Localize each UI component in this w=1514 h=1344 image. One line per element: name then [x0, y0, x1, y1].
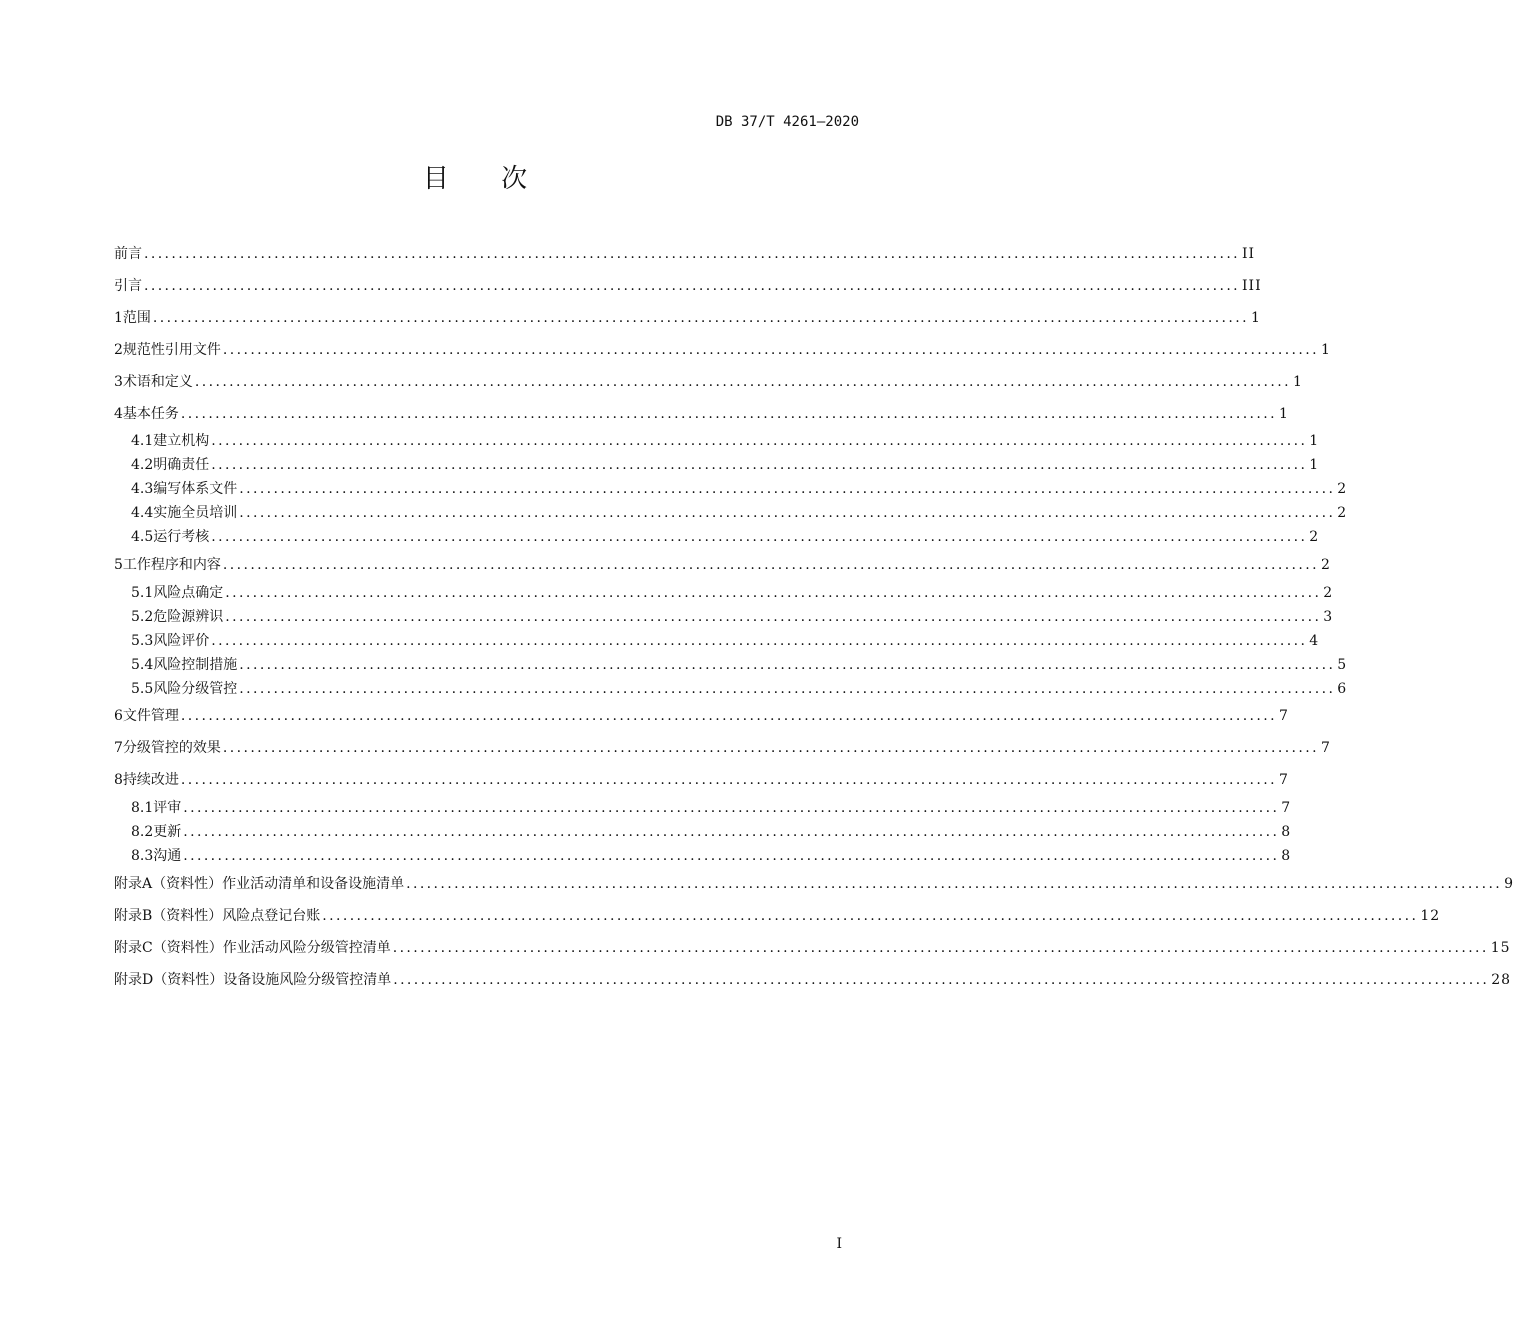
- toc-entry-label: 文件管理: [122, 708, 179, 724]
- toc-entry-label: 评审: [153, 800, 182, 816]
- toc-appendix-entry[interactable]: [114, 970, 1512, 990]
- toc-entry-number: 4.2: [131, 457, 154, 473]
- toc-entry-page: 2: [1337, 505, 1348, 521]
- document-code: DB 37/T 4261—2020: [715, 114, 859, 130]
- toc-entry[interactable]: [131, 607, 1334, 627]
- toc-entry[interactable]: [114, 372, 1303, 392]
- dot-leader: ................................................................................................................................................................: [225, 585, 1322, 601]
- dot-leader: ................................................................................................................................................................: [322, 908, 1419, 924]
- toc-entry-label: 术语和定义: [122, 374, 193, 390]
- dot-leader: ................................................................................................................................................................: [211, 633, 1308, 649]
- toc-entry-page: 2: [1323, 585, 1334, 601]
- toc-entry-page: 8: [1281, 848, 1292, 864]
- toc-entry[interactable]: [114, 244, 1256, 264]
- toc-entry[interactable]: [131, 583, 1334, 603]
- toc-entry-label: 分级管控的效果: [122, 740, 221, 756]
- toc-entry-number: 8.1: [131, 800, 154, 816]
- dot-leader: ................................................................................................................................................................: [152, 310, 1249, 326]
- toc-entry-page: 28: [1491, 972, 1512, 988]
- toc-entry-label: 危险源辨识: [153, 609, 224, 625]
- toc-entry-page: 12: [1420, 908, 1441, 924]
- toc-entry-number: 4.1: [131, 433, 154, 449]
- toc-entry-number: 3: [114, 374, 123, 390]
- toc-entry-page: 1: [1309, 457, 1320, 473]
- toc-entry[interactable]: [114, 555, 1331, 575]
- dot-leader: ................................................................................................................................................................: [144, 246, 1241, 262]
- toc-entry-label: 范围: [122, 310, 151, 326]
- dot-leader: ................................................................................................................................................................: [180, 406, 1277, 422]
- toc-entry-page: 7: [1320, 740, 1331, 756]
- toc-entry-label: 运行考核: [153, 529, 210, 545]
- toc-entry-page: 8: [1281, 824, 1292, 840]
- toc-entry-number: 8.2: [131, 824, 154, 840]
- dot-leader: ................................................................................................................................................................: [239, 481, 1336, 497]
- toc-entry[interactable]: [131, 527, 1320, 547]
- toc-entry-label: 工作程序和内容: [122, 557, 221, 573]
- toc-entry-label: 风险分级管控: [153, 681, 238, 697]
- toc-appendix-entry[interactable]: [114, 874, 1514, 894]
- dot-leader: ................................................................................................................................................................: [222, 740, 1319, 756]
- toc-entry-page: 1: [1309, 433, 1320, 449]
- dot-leader: ................................................................................................................................................................: [183, 824, 1280, 840]
- toc-entry-page: 1: [1292, 374, 1303, 390]
- toc-entry-page: 2: [1337, 481, 1348, 497]
- toc-entry[interactable]: [131, 631, 1320, 651]
- toc-entry-label: 风险评价: [153, 633, 210, 649]
- toc-entry[interactable]: [131, 431, 1320, 451]
- toc-entry-label: 作业活动清单和设备设施清单: [222, 876, 405, 892]
- toc-entry-label: 编写体系文件: [153, 481, 238, 497]
- toc-entry-page: 9: [1504, 876, 1514, 892]
- toc-entry-number: 4.3: [131, 481, 154, 497]
- dot-leader: ................................................................................................................................................................: [211, 457, 1308, 473]
- toc-entry-number: 附录A（资料性）: [114, 876, 223, 892]
- dot-leader: ................................................................................................................................................................: [211, 529, 1308, 545]
- toc-entry-label: 前言: [114, 246, 142, 262]
- toc-entry[interactable]: [114, 738, 1331, 758]
- dot-leader: ................................................................................................................................................................: [239, 681, 1336, 697]
- toc-title: 目 次: [422, 164, 550, 194]
- toc-entry-number: 附录B（资料性）: [114, 908, 223, 924]
- dot-leader: ................................................................................................................................................................: [239, 657, 1336, 673]
- toc-entry[interactable]: [114, 276, 1262, 296]
- toc-entry-number: 1: [114, 310, 123, 326]
- toc-entry-page: 2: [1320, 557, 1331, 573]
- toc-entry-page: 4: [1309, 633, 1320, 649]
- toc-entry[interactable]: [131, 655, 1348, 675]
- dot-leader: ................................................................................................................................................................: [194, 374, 1291, 390]
- toc-entry-number: 6: [114, 708, 123, 724]
- toc-entry[interactable]: [114, 404, 1289, 424]
- toc-entry-number: 2: [114, 342, 123, 358]
- toc-entry-page: 3: [1323, 609, 1334, 625]
- toc-entry-number: 4.5: [131, 529, 154, 545]
- dot-leader: ................................................................................................................................................................: [392, 940, 1489, 956]
- toc-entry[interactable]: [131, 846, 1292, 866]
- toc-entry-number: 5.4: [131, 657, 154, 673]
- toc-entry-number: 附录C（资料性）: [114, 940, 223, 956]
- toc-entry[interactable]: [131, 822, 1292, 842]
- toc-entry-number: 4: [114, 406, 123, 422]
- dot-leader: ................................................................................................................................................................: [144, 278, 1241, 294]
- toc-entry-number: 5.2: [131, 609, 154, 625]
- toc-entry[interactable]: [114, 308, 1261, 328]
- dot-leader: ................................................................................................................................................................: [183, 800, 1280, 816]
- toc-entry-page: 5: [1337, 657, 1348, 673]
- toc-entry[interactable]: [114, 340, 1331, 360]
- toc-entry-label: 沟通: [153, 848, 182, 864]
- toc-entry[interactable]: [131, 455, 1320, 475]
- toc-entry-label: 作业活动风险分级管控清单: [222, 940, 391, 956]
- toc-appendix-entry[interactable]: [114, 906, 1441, 926]
- dot-leader: ................................................................................................................................................................: [180, 708, 1277, 724]
- toc-entry-page: 1: [1250, 310, 1261, 326]
- toc-entry-label: 规范性引用文件: [122, 342, 221, 358]
- dot-leader: ................................................................................................................................................................: [222, 342, 1319, 358]
- dot-leader: ................................................................................................................................................................: [183, 848, 1280, 864]
- toc-entry-label: 持续改进: [122, 772, 179, 788]
- toc-entry-page: 2: [1309, 529, 1320, 545]
- dot-leader: ................................................................................................................................................................: [225, 609, 1322, 625]
- toc-entry-number: 7: [114, 740, 123, 756]
- toc-entry[interactable]: [114, 706, 1289, 726]
- toc-entry-label: 风险控制措施: [153, 657, 238, 673]
- toc-entry-page: 6: [1337, 681, 1348, 697]
- toc-entry-number: 4.4: [131, 505, 154, 521]
- toc-entry-label: 风险点登记台账: [222, 908, 321, 924]
- page-folio: I: [836, 1236, 842, 1252]
- dot-leader: ................................................................................................................................................................: [393, 972, 1490, 988]
- toc-entry-number: 5.5: [131, 681, 154, 697]
- toc-entry-label: 风险点确定: [153, 585, 224, 601]
- toc-entry-number: 附录D（资料性）: [114, 972, 224, 988]
- toc-entry-number: 5.3: [131, 633, 154, 649]
- toc-entry-label: 设备设施风险分级管控清单: [223, 972, 392, 988]
- toc-entry-page: 1: [1278, 406, 1289, 422]
- toc-entry[interactable]: [131, 798, 1292, 818]
- toc-entry-number: 5: [114, 557, 123, 573]
- toc-entry-label: 引言: [114, 278, 142, 294]
- toc-entry-page: 7: [1281, 800, 1292, 816]
- toc-entry-label: 更新: [153, 824, 182, 840]
- toc-entry-label: 建立机构: [153, 433, 210, 449]
- toc-entry[interactable]: [131, 503, 1348, 523]
- toc-entry-page: 15: [1490, 940, 1511, 956]
- toc-entry[interactable]: [131, 479, 1348, 499]
- toc-entry-page: II: [1242, 246, 1256, 262]
- dot-leader: ................................................................................................................................................................: [239, 505, 1336, 521]
- toc-entry-page: 1: [1320, 342, 1331, 358]
- dot-leader: ................................................................................................................................................................: [180, 772, 1277, 788]
- toc-entry-number: 8: [114, 772, 123, 788]
- toc-entry-number: 8.3: [131, 848, 154, 864]
- dot-leader: ................................................................................................................................................................: [222, 557, 1319, 573]
- dot-leader: ................................................................................................................................................................: [406, 876, 1503, 892]
- dot-leader: ................................................................................................................................................................: [211, 433, 1308, 449]
- toc-entry[interactable]: [131, 679, 1348, 699]
- toc-entry-page: 7: [1278, 772, 1289, 788]
- toc-entry-page: 7: [1278, 708, 1289, 724]
- toc-entry-label: 基本任务: [122, 406, 179, 422]
- toc-entry-label: 实施全员培训: [153, 505, 238, 521]
- toc-entry-label: 明确责任: [153, 457, 210, 473]
- toc-entry-number: 5.1: [131, 585, 154, 601]
- toc-entry[interactable]: [114, 770, 1289, 790]
- toc-entry-page: III: [1242, 278, 1262, 294]
- toc-appendix-entry[interactable]: [114, 938, 1511, 958]
